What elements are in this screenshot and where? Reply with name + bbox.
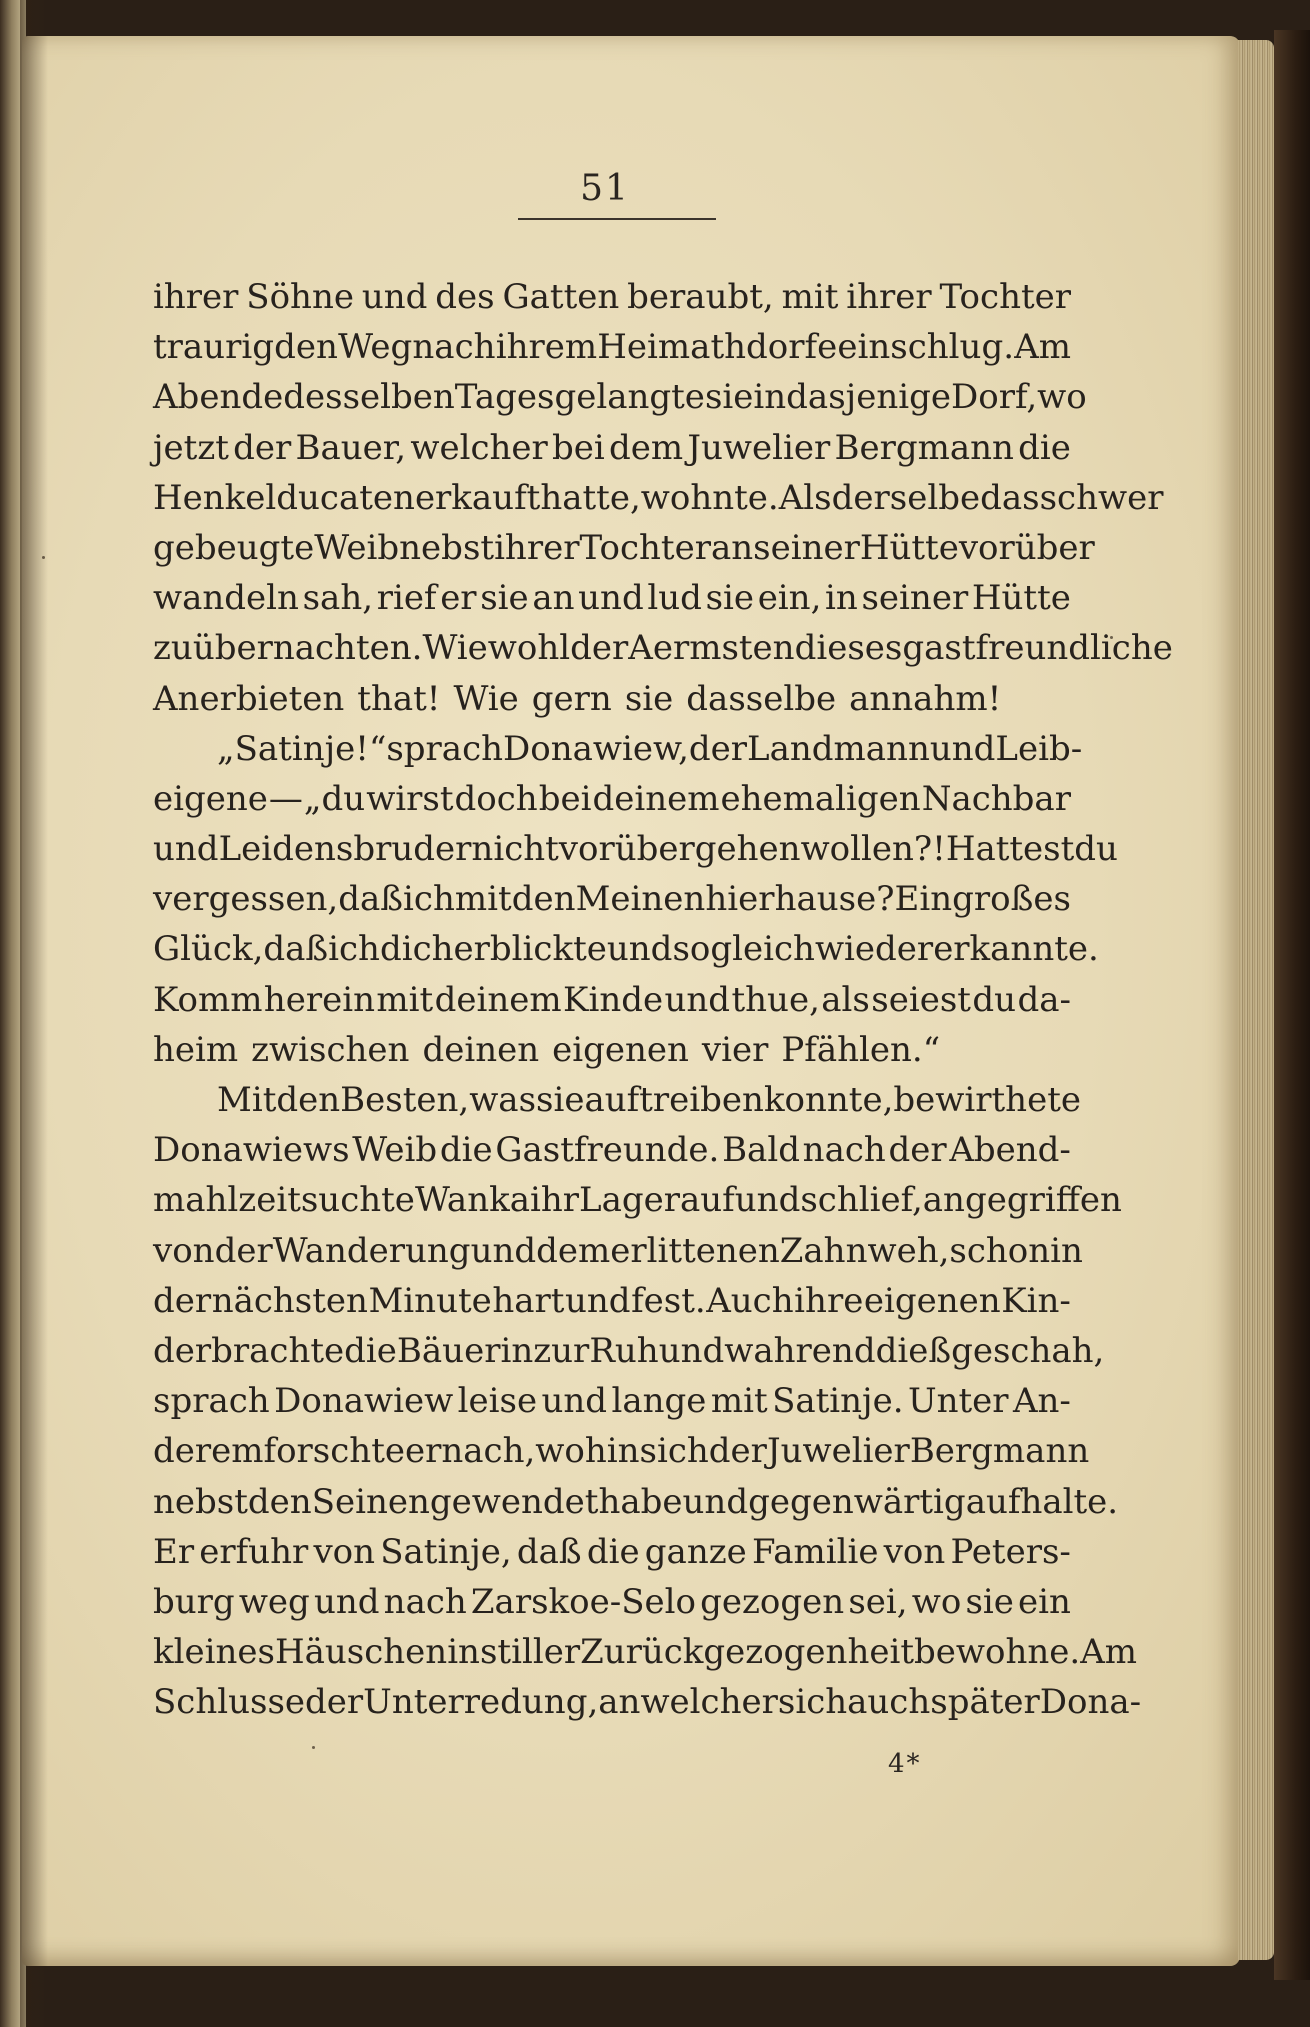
word: Henkelducaten xyxy=(153,477,415,518)
word: nach xyxy=(412,327,496,368)
word: traurig xyxy=(153,327,274,368)
text-line xyxy=(153,1376,1071,1426)
word: hart xyxy=(492,1280,565,1321)
word: den xyxy=(511,879,576,920)
word: übernachten. xyxy=(192,628,423,669)
word: auf xyxy=(680,1180,735,1221)
word: zwischen xyxy=(251,1029,410,1070)
text-line xyxy=(153,1125,1071,1175)
word: wollen?! xyxy=(800,829,946,870)
word: deinem xyxy=(434,979,562,1020)
word: heim xyxy=(153,1029,239,1070)
word: brachte xyxy=(211,1330,345,1371)
word: forschte xyxy=(263,1431,405,1472)
page-number: 51 xyxy=(580,168,630,209)
text-line xyxy=(153,924,1099,974)
word: dem xyxy=(609,427,684,468)
word: Seinen xyxy=(311,1481,430,1522)
word: wo xyxy=(911,1581,962,1622)
spine-shadow xyxy=(20,0,48,2027)
word: ihrer xyxy=(153,277,239,317)
text-line xyxy=(153,1226,1083,1276)
word: an xyxy=(598,1682,641,1723)
word: dieses xyxy=(794,628,903,669)
word: dasselbe xyxy=(686,678,837,719)
word: sei, xyxy=(848,1581,908,1622)
word: der xyxy=(888,1130,947,1171)
text-line xyxy=(153,1276,1071,1326)
word: „Satinje!“ xyxy=(217,728,387,769)
word: konnte, xyxy=(763,1080,894,1120)
word: und xyxy=(682,1481,749,1522)
word: sich xyxy=(639,1431,709,1472)
word: wo xyxy=(1037,377,1087,418)
word: ihr xyxy=(529,1180,580,1221)
word: derselbe xyxy=(831,477,981,518)
word: Weib xyxy=(314,527,400,568)
word: der xyxy=(233,427,292,468)
word: und xyxy=(361,277,428,317)
word: bei xyxy=(552,427,605,468)
text-line xyxy=(153,1627,1137,1677)
text-line xyxy=(153,623,1173,673)
word: doch xyxy=(454,778,538,819)
text-line xyxy=(153,322,1071,372)
word: Schlusse xyxy=(153,1682,306,1723)
word: in xyxy=(753,377,787,418)
word: dich xyxy=(379,929,454,970)
word: sie xyxy=(704,377,754,418)
text-line xyxy=(153,523,1095,573)
word: der xyxy=(688,728,748,769)
word: Juwelier xyxy=(687,427,831,468)
word: Bauer, xyxy=(295,427,407,468)
word: wirst xyxy=(366,778,454,819)
page-stack-edge xyxy=(1238,40,1274,1960)
word: Hattest xyxy=(945,829,1075,870)
word: erlittenen xyxy=(610,1230,780,1271)
word: Aermsten xyxy=(628,628,795,669)
word: und xyxy=(664,979,731,1020)
word: sie xyxy=(705,578,755,619)
word: mit xyxy=(376,979,434,1020)
word: annahm! xyxy=(849,678,1002,719)
word: ihrem xyxy=(495,327,598,368)
word: der xyxy=(153,1280,212,1321)
word: des xyxy=(435,277,495,317)
header-rule xyxy=(518,218,716,220)
word: rief xyxy=(376,578,437,619)
word: nach xyxy=(383,1581,467,1622)
word: herein xyxy=(263,979,376,1020)
word: Kinde xyxy=(563,979,664,1020)
word: that! xyxy=(357,678,441,719)
word: Juwelier xyxy=(766,1431,910,1472)
word: du xyxy=(1074,829,1118,870)
word: Hütte xyxy=(971,578,1071,619)
word: sprach xyxy=(386,728,504,769)
word: und xyxy=(658,1330,725,1371)
word: auch xyxy=(847,1682,931,1723)
word: Bäuerin xyxy=(396,1330,534,1371)
word: vorüber xyxy=(958,527,1095,568)
word: Satinje, xyxy=(380,1531,512,1572)
word: später xyxy=(930,1682,1040,1723)
word: Unterredung, xyxy=(363,1682,599,1723)
word: Heimathdorfe xyxy=(597,327,838,368)
word: eigenen xyxy=(552,1029,689,1070)
text-line xyxy=(153,774,1071,824)
word: gelangte xyxy=(554,377,705,418)
text-line xyxy=(153,473,1164,523)
text-line xyxy=(153,674,1071,724)
text-line xyxy=(153,1025,1071,1075)
text-line xyxy=(153,1527,1071,1577)
word: ihre xyxy=(794,1280,864,1321)
word: daß xyxy=(263,929,329,970)
word: großes xyxy=(952,879,1071,920)
word: sogleich xyxy=(672,929,815,970)
word: lud xyxy=(647,578,702,619)
word: nach xyxy=(802,1130,886,1171)
word: aufhalte. xyxy=(965,1481,1119,1522)
word: Lager xyxy=(579,1180,681,1221)
word: Abend- xyxy=(949,1130,1071,1171)
word: und xyxy=(153,829,219,870)
word: deinem xyxy=(592,778,720,819)
word: den xyxy=(274,327,338,368)
word: an xyxy=(710,527,754,568)
word: nächsten xyxy=(211,1280,368,1321)
word: einschlug. xyxy=(837,327,1015,368)
word: Wanka xyxy=(414,1180,530,1221)
word: sie xyxy=(480,578,529,619)
word: Tages xyxy=(454,377,555,418)
word: sah, xyxy=(302,578,374,619)
word: thue, xyxy=(731,979,820,1020)
word: gastfreundliche xyxy=(902,628,1173,669)
word: Glück, xyxy=(153,929,264,970)
word: zu xyxy=(153,628,193,669)
word: erblickte xyxy=(453,929,607,970)
word: erfuhr xyxy=(199,1531,309,1572)
text-line xyxy=(153,1326,1105,1376)
word: daß xyxy=(516,1531,582,1572)
word: ein, xyxy=(757,578,822,619)
word: Mit xyxy=(217,1080,277,1120)
word: gern xyxy=(531,678,612,719)
word: schwer xyxy=(1039,477,1164,518)
word: ich xyxy=(403,879,455,920)
word: Tochter xyxy=(579,527,711,568)
word: der xyxy=(153,1330,212,1371)
word: geschah, xyxy=(951,1330,1105,1371)
word: Donawiew, xyxy=(503,728,689,769)
book-cover-edge xyxy=(1274,30,1310,1980)
word: Nachbar xyxy=(921,778,1071,819)
word: stiller xyxy=(479,1632,581,1673)
word: Donawiews xyxy=(153,1130,350,1171)
word: Gastfreunde. xyxy=(495,1130,720,1171)
word: auftreiben xyxy=(584,1080,764,1120)
word: zur xyxy=(533,1330,590,1371)
word: ehemaligen xyxy=(720,778,921,819)
word: seiner xyxy=(753,527,860,568)
text-line xyxy=(153,1677,1142,1727)
word: wandeln xyxy=(153,578,299,619)
word: Tochter xyxy=(939,277,1071,317)
word: Zurückgezogenheit xyxy=(580,1632,915,1673)
word: nicht xyxy=(471,829,559,870)
word: Dona- xyxy=(1039,1682,1142,1723)
word: — xyxy=(268,778,303,819)
word: du xyxy=(972,979,1017,1020)
text-line xyxy=(153,1426,1090,1476)
word: Bergmann xyxy=(909,1431,1090,1472)
word: Er xyxy=(153,1531,195,1572)
word: derem xyxy=(153,1431,264,1472)
word: nach, xyxy=(441,1431,536,1472)
word: habe xyxy=(598,1481,683,1522)
word: Bergmann xyxy=(834,427,1014,468)
word: wohl xyxy=(487,628,571,669)
word: von xyxy=(883,1531,946,1572)
word: suchte xyxy=(300,1180,415,1221)
word: bewohne. xyxy=(914,1632,1081,1673)
word: hier xyxy=(705,879,775,920)
word: Häuschen xyxy=(274,1632,448,1673)
word: Weg xyxy=(338,327,413,368)
word: Besten, xyxy=(340,1080,470,1120)
word: Hütte xyxy=(859,527,959,568)
word: Dorf, xyxy=(950,377,1038,418)
word: was xyxy=(469,1080,537,1120)
word: Zahnweh, xyxy=(779,1230,950,1271)
word: die xyxy=(344,1330,397,1371)
word: gewendet xyxy=(429,1481,599,1522)
word: den xyxy=(276,1080,341,1120)
word: vorübergehen xyxy=(558,829,801,870)
text-line xyxy=(153,423,1071,473)
word: Weib xyxy=(352,1130,438,1171)
word: Auch xyxy=(706,1280,794,1321)
word: Bald xyxy=(722,1130,800,1171)
word: Komm xyxy=(153,979,263,1020)
word: sie xyxy=(965,1581,1014,1622)
word: leise xyxy=(457,1381,538,1422)
word: Familie xyxy=(751,1531,879,1572)
word: An- xyxy=(1012,1381,1071,1422)
word: bei xyxy=(538,778,592,819)
word: die xyxy=(439,1130,493,1171)
word: wieder xyxy=(814,929,934,970)
word: und xyxy=(470,1230,537,1271)
word: er xyxy=(440,578,477,619)
word: und xyxy=(541,1381,608,1422)
word: burg xyxy=(153,1581,235,1622)
word: von xyxy=(153,1230,215,1271)
word: er xyxy=(404,1431,442,1472)
word: erkannte. xyxy=(933,929,1099,970)
word: Gatten xyxy=(502,277,620,317)
word: schon xyxy=(949,1230,1051,1271)
word: gegenwärtig xyxy=(748,1481,966,1522)
word: wohin xyxy=(535,1431,640,1472)
word: die xyxy=(1018,427,1071,468)
word: in xyxy=(825,578,858,619)
word: Wie xyxy=(453,678,519,719)
word: Meinen xyxy=(575,879,706,920)
word: wohnte. xyxy=(640,477,779,518)
word: seiner xyxy=(861,578,969,619)
text-line xyxy=(153,874,1071,924)
word: Unter xyxy=(907,1381,1009,1422)
word: sprach xyxy=(153,1381,270,1422)
word: dieß xyxy=(875,1330,952,1371)
word: ich xyxy=(328,929,380,970)
word: ein xyxy=(1018,1581,1071,1622)
word: der xyxy=(305,1682,364,1723)
word: an xyxy=(532,578,575,619)
text-line xyxy=(153,1577,1071,1627)
word: Zarskoe-Selo xyxy=(470,1581,696,1622)
word: beraubt, xyxy=(627,277,774,317)
word: ganze xyxy=(644,1531,747,1572)
word: und xyxy=(734,1180,801,1221)
text-line xyxy=(153,1075,1081,1125)
word: der xyxy=(570,628,629,669)
word: sie xyxy=(624,678,674,719)
body-text xyxy=(153,272,1173,1727)
word: wahrend xyxy=(724,1330,876,1371)
word: kleines xyxy=(153,1632,275,1673)
signature-mark: 4* xyxy=(888,1749,922,1779)
word: Am xyxy=(1014,327,1071,368)
word: bewirthete xyxy=(893,1080,1081,1120)
word: ihrer xyxy=(494,527,580,568)
word: sie xyxy=(536,1080,585,1120)
word: „du xyxy=(303,778,366,819)
word: da- xyxy=(1017,979,1071,1020)
text-line xyxy=(153,272,1071,322)
word: nebst xyxy=(153,1481,248,1522)
word: von xyxy=(313,1531,376,1572)
word: eigene xyxy=(153,778,268,819)
word: Pfählen.“ xyxy=(781,1029,941,1070)
word: Leib- xyxy=(995,728,1083,769)
word: der xyxy=(708,1431,767,1472)
word: schlief, xyxy=(800,1180,923,1221)
word: Leidensbruder xyxy=(218,829,472,870)
word: das xyxy=(980,477,1040,518)
word: angegriffen xyxy=(922,1180,1122,1221)
word: als xyxy=(821,979,870,1020)
word: und xyxy=(929,728,996,769)
word: Anerbieten xyxy=(153,678,345,719)
word: Wanderung xyxy=(272,1230,471,1271)
word: Satinje. xyxy=(772,1381,904,1422)
word: fest. xyxy=(631,1280,706,1321)
word: welcher xyxy=(640,1682,778,1723)
text-line xyxy=(153,1175,1122,1225)
word: Söhne xyxy=(246,277,354,317)
word: lange xyxy=(611,1381,707,1422)
word: Abende xyxy=(153,377,284,418)
word: Wie xyxy=(422,628,488,669)
word: mit xyxy=(710,1381,768,1422)
word: mit xyxy=(454,879,512,920)
word: vergessen, xyxy=(153,879,339,920)
word: erkauft xyxy=(414,477,541,518)
word: Minute xyxy=(368,1280,492,1321)
word: sich xyxy=(777,1682,848,1723)
word: seiest xyxy=(871,979,971,1020)
word: deinen xyxy=(422,1029,540,1070)
word: Ein xyxy=(894,879,953,920)
word: jetzt xyxy=(153,427,229,468)
word: hatte, xyxy=(540,477,641,518)
word: in xyxy=(447,1632,480,1673)
word: Donawiew xyxy=(274,1381,454,1422)
word: Landmann xyxy=(747,728,930,769)
word: in xyxy=(1050,1230,1083,1271)
word: und xyxy=(564,1280,631,1321)
word: Kin- xyxy=(1001,1280,1071,1321)
word: desselben xyxy=(283,377,455,418)
word: Am xyxy=(1080,1632,1137,1673)
text-line xyxy=(153,372,1087,422)
word: und xyxy=(606,929,673,970)
word: weg xyxy=(238,1581,310,1622)
text-line xyxy=(153,975,1071,1025)
text-line xyxy=(153,724,1083,774)
word: gezogen xyxy=(700,1581,845,1622)
word: vier xyxy=(701,1029,769,1070)
word: Als xyxy=(778,477,832,518)
word: welcher xyxy=(410,427,548,468)
word: mit xyxy=(781,277,839,317)
word: nebst xyxy=(399,527,495,568)
word: dasjenige xyxy=(786,377,951,418)
word: gebeugte xyxy=(153,527,315,568)
word: den xyxy=(247,1481,312,1522)
text-line xyxy=(153,1477,1119,1527)
word: und xyxy=(578,578,644,619)
word: daß xyxy=(338,879,403,920)
word: eigenen xyxy=(863,1280,1001,1321)
word: mahlzeit xyxy=(153,1180,301,1221)
paper-speck xyxy=(312,1746,315,1749)
word: Peters- xyxy=(950,1531,1071,1572)
word: der xyxy=(214,1230,273,1271)
word: dem xyxy=(536,1230,611,1271)
word: die xyxy=(586,1531,640,1572)
word: hause? xyxy=(774,879,895,920)
word: ihrer xyxy=(846,277,932,317)
word: und xyxy=(313,1581,380,1622)
text-line xyxy=(153,573,1071,623)
text-line xyxy=(153,824,1118,874)
word: Ruh xyxy=(589,1330,659,1371)
